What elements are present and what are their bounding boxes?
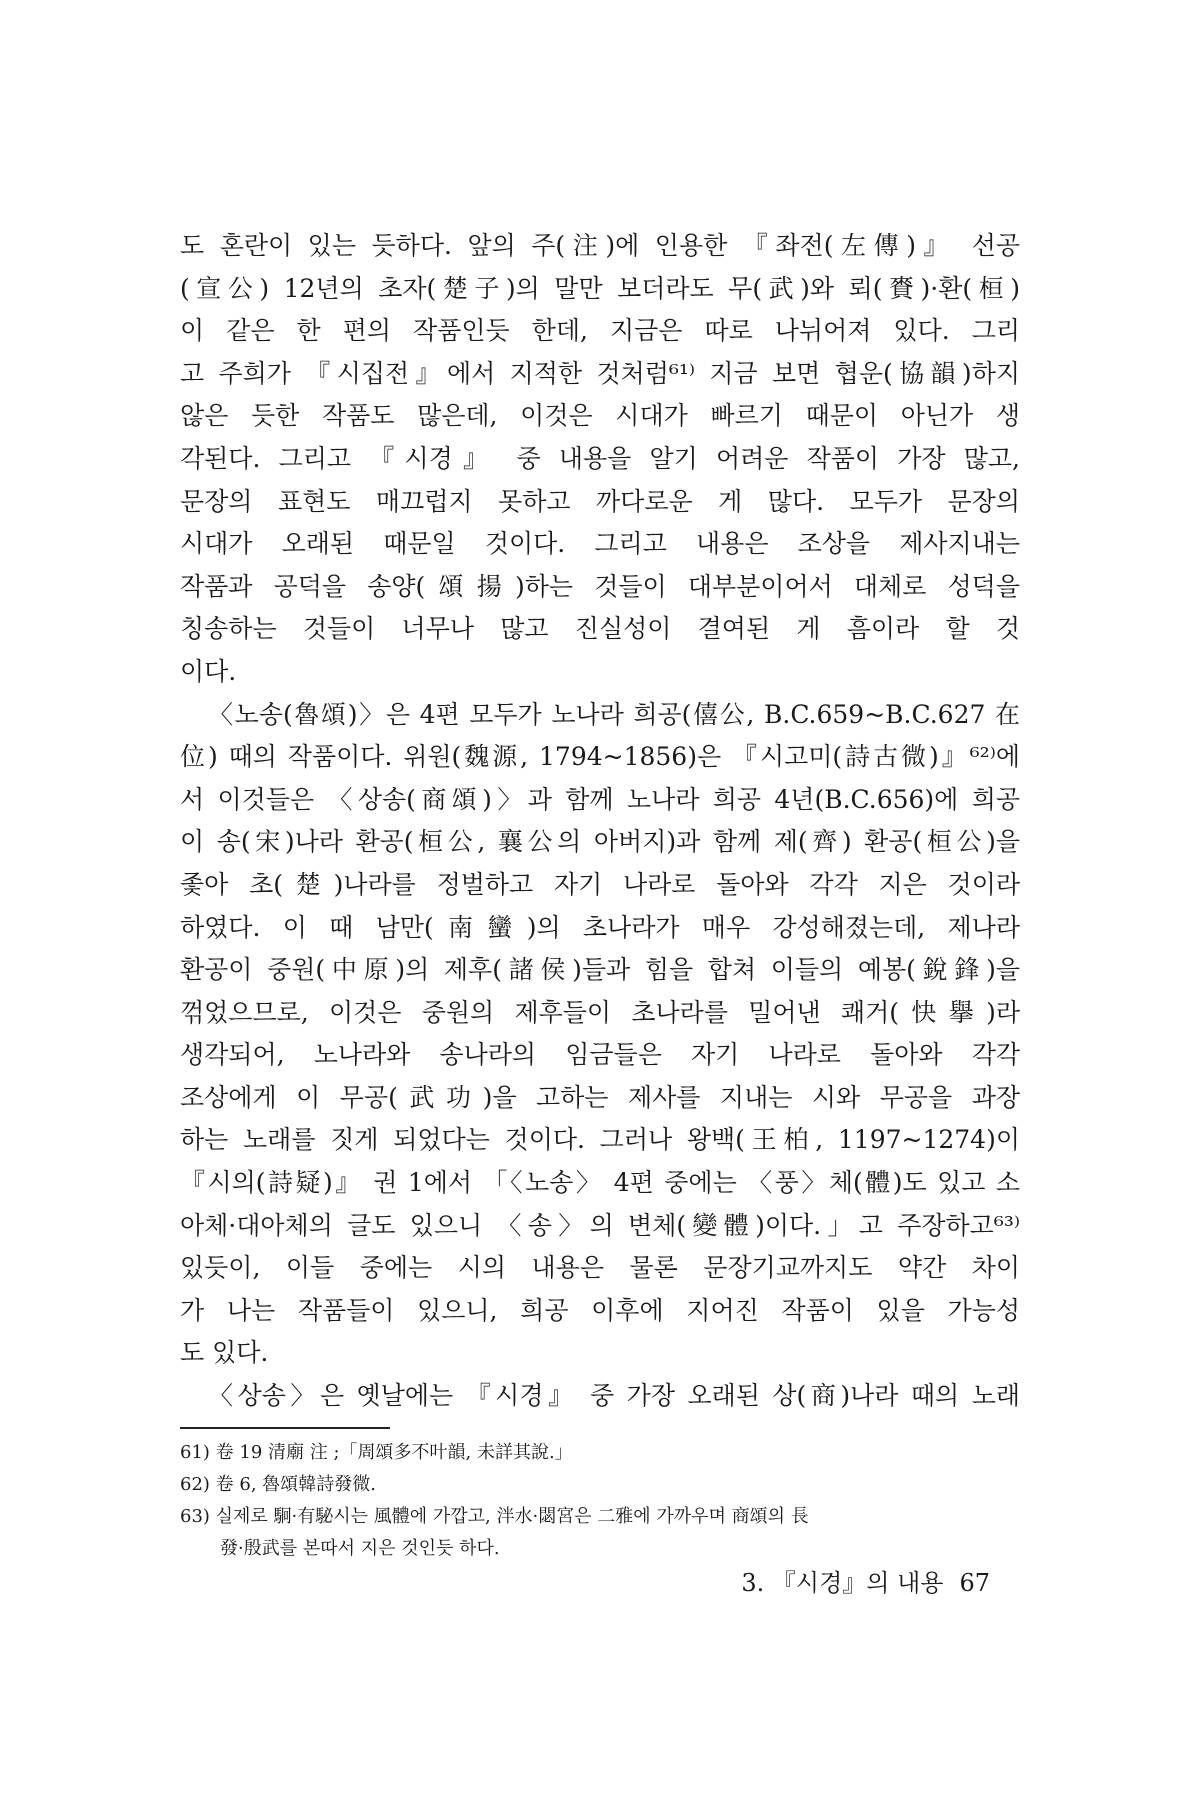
text-line: 있듯이, 이들 중에는 시의 내용은 물론 문장기교까지도 약간 차이	[180, 1253, 1020, 1283]
text-line: 아체·대아체의 글도 있으니 〈송〉의 변체(變體)이다.」고 주장하고⁶³⁾	[180, 1210, 1020, 1240]
paragraph-start-line: 〈상송〉은 옛날에는 『시경』 중 가장 오래된 상(商)나라 때의 노래	[208, 1381, 1020, 1411]
footnotes	[180, 1437, 1020, 1565]
text-line: 좇아 초(楚)나라를 정벌하고 자기 나라로 돌아와 각각 지은 것이라	[180, 869, 1020, 899]
page-footer	[741, 1563, 990, 1603]
paragraph-start-line: 〈노송(魯頌)〉은 4편 모두가 노나라 희공(僖公, B.C.659~B.C.627 在	[208, 699, 1020, 729]
footnote-divider	[180, 1427, 390, 1429]
text-line: 조상에게 이 무공(武功)을 고하는 제사를 지내는 시와 무공을 과장	[180, 1082, 1020, 1112]
text-line: 환공이 중원(中原)의 제후(諸侯)들과 힘을 합쳐 이들의 예봉(銳鋒)을	[180, 955, 1020, 985]
text-line: 이다.	[180, 656, 237, 686]
text-line: 시대가 오래된 때문일 것이다. 그리고 내용은 조상을 제사지내는	[180, 529, 1020, 559]
text-line: 서 이것들은 〈상송(商頌)〉과 함께 노나라 희공 4년(B.C.656)에 희공	[180, 784, 1020, 814]
text-line: 각된다. 그리고 『시경』 중 내용을 알기 어려운 작품이 가장 많고,	[180, 443, 1020, 473]
text-line: 도 혼란이 있는 듯하다. 앞의 주(注)에 인용한 『좌전(左傳)』 선공	[180, 231, 1020, 260]
running-section-title: 3. 『시경』의 내용	[741, 1569, 944, 1597]
text-line: 도 있다.	[180, 1338, 269, 1368]
text-line: 하는 노래를 짓게 되었다는 것이다. 그러나 왕백(王柏, 1197~1274)이	[180, 1125, 1020, 1155]
text-line: (宣公) 12년의 초자(楚子)의 말만 보더라도 무(武)와 뢰(賚)·환(桓)	[180, 273, 1020, 303]
text-line: 位) 때의 작품이다. 위원(魏源, 1794~1856)은 『시고미(詩古微)』⁶²⁾에	[180, 742, 1020, 772]
text-line: 이 송(宋)나라 환공(桓公, 襄公의 아버지)과 함께 제(齊) 환공(桓公)을	[180, 827, 1020, 857]
text-line: 칭송하는 것들이 너무나 많고 진실성이 결여된 게 흠이라 할 것	[180, 614, 1020, 644]
footnote-63-continuation: 發·殷武를 본따서 지은 것인듯 하다.	[220, 1538, 500, 1559]
page-number: 67	[959, 1569, 990, 1597]
text-line: 않은 듯한 작품도 많은데, 이것은 시대가 빠르기 때문이 아닌가 생	[180, 401, 1020, 431]
text-line: 가 나는 작품들이 있으니, 희공 이후에 지어진 작품이 있을 가능성	[180, 1295, 1020, 1325]
text-line: 작품과 공덕을 송양(頌揚)하는 것들이 대부분이어서 대체로 성덕을	[180, 571, 1020, 601]
text-line: 고 주희가 『시집전』에서 지적한 것처럼⁶¹⁾ 지금 보면 협운(協韻)하지	[180, 358, 1020, 388]
footnote-63: 63) 실제로 駉·有駜시는 風體에 가깝고, 泮水·閟宮은 二雅에 가까우며 商頌의 長	[180, 1506, 809, 1527]
text-line: 문장의 표현도 매끄럽지 못하고 까다로운 게 많다. 모두가 문장의	[180, 486, 1020, 516]
text-line: 생각되어, 노나라와 송나라의 임금들은 자기 나라로 돌아와 각각	[180, 1040, 1020, 1070]
body-text	[180, 225, 1020, 1418]
text-line: 하였다. 이 때 남만(南蠻)의 초나라가 매우 강성해졌는데, 제나라	[180, 912, 1020, 942]
footnote-61: 61) 卷 19 清廟 注 ;「周頌多不叶韻, 未詳其說.」	[180, 1442, 573, 1463]
text-line: 이 같은 한 편의 작품인듯 한데, 지금은 따로 나뉘어져 있다. 그리	[180, 316, 1020, 346]
footnote-62: 62) 卷 6, 魯頌韓詩發微.	[180, 1474, 376, 1495]
text-line: 꺾었으므로, 이것은 중원의 제후들이 초나라를 밀어낸 쾌거(快擧)라	[180, 997, 1020, 1027]
text-line: 『시의(詩疑)』 권 1에서 「〈노송〉 4편 중에는 〈풍〉체(體)도 있고 소	[180, 1168, 1020, 1198]
